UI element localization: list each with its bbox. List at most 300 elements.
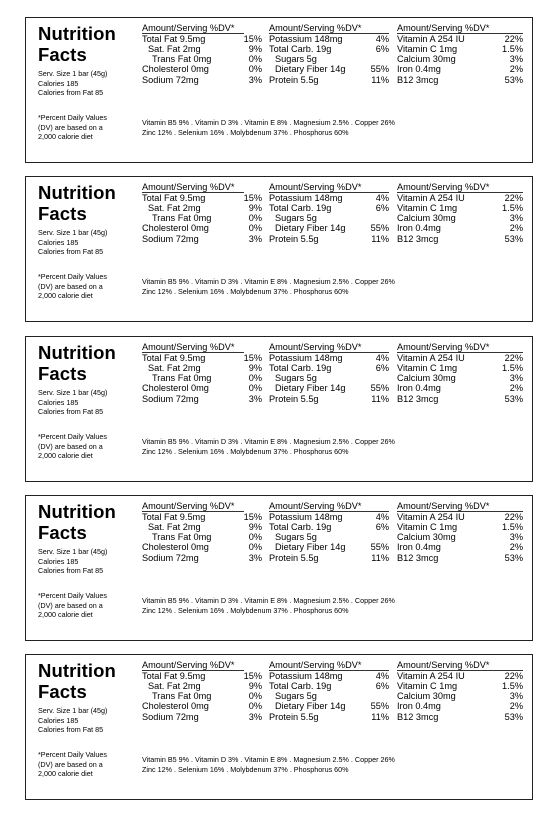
micronutrient-line: Zinc 12% . Selenium 16% . Molybdenum 37% . Phosphorus 60% [142,765,349,774]
nutrient-daily-value: 1.5% [502,43,523,54]
nutrient-name: Protein 5.5g [269,393,319,404]
nutrient-daily-value: 53% [504,552,523,563]
nutrient-daily-value: 53% [504,74,523,85]
label-title-line-2: Facts [38,203,87,224]
nutrient-row [269,54,389,64]
nutrient-name: Cholesterol 0mg [142,542,209,553]
nutrient-row [142,522,262,532]
column-header: Amount/Serving %DV* [142,182,262,193]
nutrient-daily-value: 4% [375,192,389,203]
nutrient-name: Potassium 148mg [269,352,343,363]
daily-value-note [38,591,107,620]
nutrient-name: Dietary Fiber 14g [275,701,346,712]
nutrient-row [142,681,262,691]
nutrient-daily-value: 11% [371,552,389,563]
nutrient-daily-value: 0% [248,213,262,224]
nutrient-name: Protein 5.5g [269,552,319,563]
daily-value-note-line: *Percent Daily Values [38,750,107,759]
nutrient-daily-value: 2% [509,542,523,553]
nutrient-row [397,701,523,711]
serving-line: Serv. Size 1 bar (45g) [38,706,108,715]
nutrient-daily-value: 3% [248,233,262,244]
serving-line: Serv. Size 1 bar (45g) [38,547,108,556]
nutrient-column-2 [269,501,389,563]
nutrient-column-2 [269,23,389,85]
column-header: Amount/Serving %DV* [269,23,389,34]
daily-value-note-line: (DV) are based on a [38,441,103,451]
label-title-line-1: Nutrition [38,23,116,44]
micronutrient-line: Vitamin B5 9% . Vitamin D 3% . Vitamin E 8% . Magnesium 2.5% . Copper 26% [142,437,395,446]
serving-line: Serv. Size 1 bar (45g) [38,388,108,397]
serving-info [38,388,107,417]
micronutrient-list [142,596,395,616]
nutrient-column-3 [397,342,523,404]
nutrient-row [269,512,389,522]
nutrient-daily-value: 53% [504,393,523,404]
nutrient-name: Total Carb. 19g [269,521,332,532]
nutrient-row [142,363,262,373]
nutrient-daily-value: 9% [248,680,262,691]
nutrient-daily-value: 55% [370,701,389,712]
nutrient-row [142,34,262,44]
nutrient-column-1 [142,182,262,244]
nutrient-column-1 [142,23,262,85]
nutrient-daily-value: 3% [248,74,262,85]
nutrient-daily-value: 4% [375,352,389,363]
nutrient-daily-value: 2% [509,701,523,712]
nutrient-column-1 [142,660,262,722]
column-header: Amount/Serving %DV* [397,342,523,353]
nutrient-daily-value: 15% [243,192,262,203]
micronutrient-line: Zinc 12% . Selenium 16% . Molybdenum 37% . Phosphorus 60% [142,447,349,456]
nutrient-daily-value: 9% [248,202,262,213]
micronutrient-line: Vitamin B5 9% . Vitamin D 3% . Vitamin E 8% . Magnesium 2.5% . Copper 26% [142,596,395,605]
nutrient-name: Iron 0.4mg [397,701,441,712]
serving-line: Serv. Size 1 bar (45g) [38,69,108,78]
nutrient-daily-value: 0% [248,701,262,712]
nutrient-name: Calcium 30mg [397,532,456,543]
nutrient-row [142,203,262,213]
nutrient-daily-value: 6% [375,362,389,373]
label-title-line-2: Facts [38,44,87,65]
nutrient-row [397,512,523,522]
label-title-line-1: Nutrition [38,342,116,363]
nutrient-daily-value: 22% [504,192,523,203]
nutrient-name: Cholesterol 0mg [142,223,209,234]
micronutrient-list [142,277,395,297]
nutrient-daily-value: 1.5% [502,362,523,373]
nutrient-row [269,353,389,363]
nutrient-daily-value: 3% [509,691,523,702]
nutrient-name: Iron 0.4mg [397,383,441,394]
nutrient-daily-value: 55% [370,542,389,553]
nutrient-row [397,54,523,64]
column-header: Amount/Serving %DV* [142,501,262,512]
nutrient-column-3 [397,501,523,563]
nutrient-name: Total Fat 9.5mg [142,33,206,44]
daily-value-note [38,432,107,461]
nutrient-daily-value: 22% [504,670,523,681]
nutrient-daily-value: 3% [248,552,262,563]
daily-value-note-line: (DV) are based on a [38,122,103,132]
nutrient-row [142,691,262,701]
nutrient-row [397,671,523,681]
label-title-line-2: Facts [38,681,87,702]
nutrient-daily-value: 9% [248,362,262,373]
label-title [38,182,116,224]
nutrient-daily-value: 11% [371,393,389,404]
micronutrient-line: Vitamin B5 9% . Vitamin D 3% . Vitamin E 8% . Magnesium 2.5% . Copper 26% [142,277,395,286]
nutrient-row [142,671,262,681]
column-header: Amount/Serving %DV* [397,23,523,34]
nutrient-name: Vitamin A 254 IU [397,511,465,522]
serving-line: Calories from Fat 85 [38,566,104,575]
nutrient-row [269,75,389,85]
nutrient-daily-value: 22% [504,33,523,44]
nutrient-row [397,223,523,233]
nutrient-row [269,64,389,74]
nutrient-daily-value: 4% [375,33,389,44]
nutrient-daily-value: 0% [248,383,262,394]
column-header: Amount/Serving %DV* [269,501,389,512]
nutrient-daily-value: 3% [248,711,262,722]
nutrient-row [269,234,389,244]
nutrient-daily-value: 15% [243,33,262,44]
nutrient-column-2 [269,182,389,244]
nutrient-name: Sat. Fat 2mg [148,521,201,532]
nutrient-daily-value: 3% [509,213,523,224]
label-title [38,23,116,65]
nutrient-name: Sugars 5g [275,373,317,384]
nutrient-row [142,193,262,203]
nutrient-column-3 [397,182,523,244]
nutrient-row [269,394,389,404]
daily-value-note-line: *Percent Daily Values [38,113,107,122]
label-title [38,342,116,384]
nutrient-row [269,203,389,213]
serving-line: Serv. Size 1 bar (45g) [38,228,108,237]
nutrient-name: Trans Fat 0mg [152,532,212,543]
nutrient-column-3 [397,660,523,722]
label-title-line-1: Nutrition [38,660,116,681]
nutrient-name: Sodium 72mg [142,233,199,244]
nutrient-name: B12 3mcg [397,552,439,563]
nutrient-name: Trans Fat 0mg [152,373,212,384]
nutrient-row [142,373,262,383]
nutrient-name: Sodium 72mg [142,393,199,404]
nutrient-daily-value: 55% [370,64,389,75]
nutrient-name: Sugars 5g [275,54,317,65]
nutrition-label-5 [25,654,533,800]
nutrient-name: Sugars 5g [275,213,317,224]
nutrient-row [142,353,262,363]
nutrient-daily-value: 3% [248,393,262,404]
micronutrient-list [142,755,395,775]
nutrient-name: Sugars 5g [275,532,317,543]
nutrient-row [397,353,523,363]
nutrient-daily-value: 9% [248,521,262,532]
nutrient-column-3 [397,23,523,85]
nutrient-row [269,223,389,233]
nutrient-row [397,712,523,722]
nutrient-row [269,701,389,711]
nutrient-daily-value: 22% [504,511,523,522]
nutrient-row [397,522,523,532]
nutrient-name: Cholesterol 0mg [142,64,209,75]
nutrient-name: B12 3mcg [397,711,439,722]
nutrient-row [269,712,389,722]
nutrient-daily-value: 1.5% [502,521,523,532]
nutrient-column-1 [142,501,262,563]
daily-value-note-line: (DV) are based on a [38,600,103,610]
nutrient-name: Total Fat 9.5mg [142,352,206,363]
nutrition-label-1 [25,17,533,163]
nutrient-column-2 [269,342,389,404]
daily-value-note-line: (DV) are based on a [38,759,103,769]
nutrient-daily-value: 1.5% [502,680,523,691]
daily-value-note-line: 2,000 calorie diet [38,291,93,300]
nutrient-daily-value: 0% [248,223,262,234]
label-title-line-1: Nutrition [38,501,116,522]
nutrient-name: Total Carb. 19g [269,680,332,691]
serving-line: Calories 185 [38,556,79,566]
nutrient-name: Dietary Fiber 14g [275,64,346,75]
label-title-line-2: Facts [38,363,87,384]
nutrient-name: Trans Fat 0mg [152,54,212,65]
nutrient-daily-value: 0% [248,54,262,65]
nutrient-daily-value: 6% [375,43,389,54]
nutrient-daily-value: 0% [248,691,262,702]
nutrient-name: Total Carb. 19g [269,362,332,373]
serving-line: Calories from Fat 85 [38,407,104,416]
nutrient-name: Vitamin A 254 IU [397,33,465,44]
nutrient-column-2 [269,660,389,722]
nutrient-row [397,363,523,373]
nutrient-column-1 [142,342,262,404]
serving-info [38,547,107,576]
nutrient-name: Vitamin C 1mg [397,43,458,54]
nutrient-row [142,532,262,542]
micronutrient-line: Vitamin B5 9% . Vitamin D 3% . Vitamin E 8% . Magnesium 2.5% . Copper 26% [142,118,395,127]
daily-value-note-line: (DV) are based on a [38,281,103,291]
serving-line: Calories 185 [38,237,79,247]
nutrient-name: Sat. Fat 2mg [148,202,201,213]
nutrient-row [142,223,262,233]
nutrient-name: Sat. Fat 2mg [148,680,201,691]
daily-value-note-line: 2,000 calorie diet [38,769,93,778]
nutrient-name: Total Fat 9.5mg [142,670,206,681]
nutrient-row [397,542,523,552]
nutrient-row [397,553,523,563]
serving-line: Calories from Fat 85 [38,88,104,97]
nutrient-daily-value: 9% [248,43,262,54]
column-header: Amount/Serving %DV* [142,23,262,34]
nutrient-name: Potassium 148mg [269,511,343,522]
nutrient-daily-value: 53% [504,711,523,722]
daily-value-note-line: 2,000 calorie diet [38,451,93,460]
micronutrient-line: Zinc 12% . Selenium 16% . Molybdenum 37% . Phosphorus 60% [142,606,349,615]
nutrient-row [269,532,389,542]
nutrient-name: Sodium 72mg [142,711,199,722]
nutrient-name: Vitamin A 254 IU [397,192,465,203]
nutrient-row [397,64,523,74]
micronutrient-line: Zinc 12% . Selenium 16% . Molybdenum 37% . Phosphorus 60% [142,128,349,137]
nutrient-name: Total Fat 9.5mg [142,511,206,522]
nutrient-name: B12 3mcg [397,74,439,85]
nutrient-name: Dietary Fiber 14g [275,542,346,553]
nutrient-daily-value: 11% [371,711,389,722]
nutrient-row [397,532,523,542]
daily-value-note-line: *Percent Daily Values [38,272,107,281]
nutrient-name: Sodium 72mg [142,74,199,85]
nutrient-daily-value: 53% [504,233,523,244]
nutrient-row [142,712,262,722]
daily-value-note-line: *Percent Daily Values [38,591,107,600]
micronutrient-line: Vitamin B5 9% . Vitamin D 3% . Vitamin E 8% . Magnesium 2.5% . Copper 26% [142,755,395,764]
nutrient-name: Iron 0.4mg [397,223,441,234]
nutrient-name: Dietary Fiber 14g [275,383,346,394]
nutrient-row [142,44,262,54]
nutrient-name: Calcium 30mg [397,54,456,65]
nutrient-row [269,522,389,532]
nutrient-row [397,213,523,223]
nutrient-row [397,681,523,691]
column-header: Amount/Serving %DV* [142,342,262,353]
column-header: Amount/Serving %DV* [397,182,523,193]
nutrient-name: Sodium 72mg [142,552,199,563]
nutrient-daily-value: 6% [375,202,389,213]
daily-value-note [38,750,107,779]
label-title-line-1: Nutrition [38,182,116,203]
nutrient-row [142,64,262,74]
nutrient-name: Vitamin C 1mg [397,680,458,691]
nutrient-daily-value: 3% [509,54,523,65]
nutrient-name: Protein 5.5g [269,233,319,244]
nutrient-name: Cholesterol 0mg [142,701,209,712]
micronutrient-list [142,437,395,457]
serving-info [38,69,107,98]
nutrient-daily-value: 3% [509,373,523,384]
nutrient-name: Trans Fat 0mg [152,213,212,224]
nutrient-row [397,75,523,85]
nutrient-daily-value: 6% [375,680,389,691]
serving-line: Calories 185 [38,78,79,88]
nutrient-row [397,203,523,213]
nutrient-name: Vitamin C 1mg [397,521,458,532]
nutrient-name: Vitamin C 1mg [397,202,458,213]
nutrient-row [397,44,523,54]
nutrient-row [397,234,523,244]
daily-value-note [38,272,107,301]
column-header: Amount/Serving %DV* [142,660,262,671]
label-title [38,501,116,543]
micronutrient-list [142,118,395,138]
nutrient-name: Iron 0.4mg [397,542,441,553]
nutrient-name: Trans Fat 0mg [152,691,212,702]
nutrient-name: Total Carb. 19g [269,202,332,213]
column-header: Amount/Serving %DV* [269,342,389,353]
serving-line: Calories from Fat 85 [38,725,104,734]
label-title-line-2: Facts [38,522,87,543]
nutrient-row [142,394,262,404]
nutrient-daily-value: 0% [248,542,262,553]
nutrient-daily-value: 11% [371,74,389,85]
nutrient-name: Calcium 30mg [397,691,456,702]
nutrient-name: Iron 0.4mg [397,64,441,75]
serving-line: Calories from Fat 85 [38,247,104,256]
nutrient-daily-value: 2% [509,64,523,75]
daily-value-note-line: *Percent Daily Values [38,432,107,441]
nutrient-daily-value: 2% [509,383,523,394]
nutrient-row [269,373,389,383]
column-header: Amount/Serving %DV* [269,182,389,193]
nutrient-row [142,234,262,244]
nutrient-name: Calcium 30mg [397,213,456,224]
serving-info [38,228,107,257]
nutrient-daily-value: 11% [371,233,389,244]
nutrient-daily-value: 1.5% [502,202,523,213]
nutrient-row [269,34,389,44]
nutrient-row [269,193,389,203]
serving-line: Calories 185 [38,715,79,725]
nutrient-row [142,553,262,563]
nutrient-daily-value: 0% [248,64,262,75]
nutrient-daily-value: 4% [375,670,389,681]
nutrient-row [142,542,262,552]
nutrient-row [142,213,262,223]
nutrient-daily-value: 15% [243,670,262,681]
daily-value-note [38,113,107,142]
nutrient-name: Vitamin A 254 IU [397,352,465,363]
nutrient-name: Sat. Fat 2mg [148,362,201,373]
nutrient-daily-value: 2% [509,223,523,234]
nutrient-daily-value: 0% [248,373,262,384]
nutrition-label-2 [25,176,533,322]
nutrient-row [142,75,262,85]
nutrient-row [397,373,523,383]
nutrient-name: Protein 5.5g [269,74,319,85]
serving-line: Calories 185 [38,397,79,407]
nutrient-row [269,363,389,373]
nutrient-name: Cholesterol 0mg [142,383,209,394]
serving-info [38,706,107,735]
nutrient-name: Vitamin C 1mg [397,362,458,373]
nutrient-row [269,671,389,681]
nutrient-daily-value: 22% [504,352,523,363]
daily-value-note-line: 2,000 calorie diet [38,132,93,141]
nutrient-row [397,34,523,44]
nutrient-row [269,213,389,223]
nutrient-row [142,512,262,522]
column-header: Amount/Serving %DV* [269,660,389,671]
nutrition-label-3 [25,336,533,482]
nutrient-row [397,394,523,404]
nutrient-row [269,542,389,552]
nutrient-row [142,701,262,711]
nutrient-row [269,691,389,701]
nutrient-row [397,383,523,393]
column-header: Amount/Serving %DV* [397,501,523,512]
micronutrient-line: Zinc 12% . Selenium 16% . Molybdenum 37% . Phosphorus 60% [142,287,349,296]
nutrient-row [142,383,262,393]
nutrient-name: Protein 5.5g [269,711,319,722]
nutrient-row [269,681,389,691]
nutrient-name: Calcium 30mg [397,373,456,384]
nutrient-daily-value: 55% [370,383,389,394]
nutrition-label-4 [25,495,533,641]
nutrient-name: Sat. Fat 2mg [148,43,201,54]
nutrient-name: Sugars 5g [275,691,317,702]
